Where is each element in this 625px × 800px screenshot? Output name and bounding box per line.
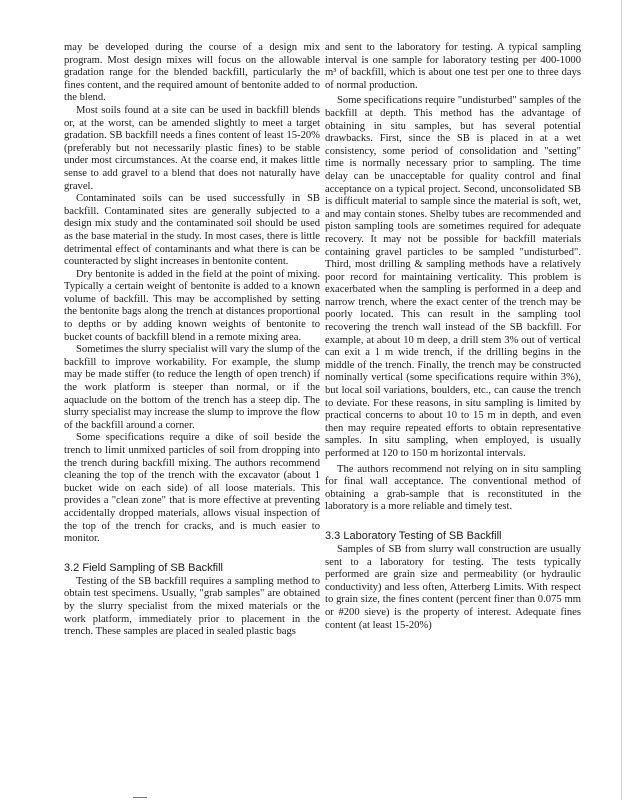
left-paragraph-2: Most soils found at a site can be used in backfill blends or, at the worst, can be amended slightly to meet a target gradation. SB backfill needs a fines content of least 15-20% (preferably but not necessarily plastic fines) to be stable under most circumstances. At the coarse end, it makes little sense to add gravel to a blend that does not naturally have gravel. <box>64 104 320 192</box>
left-paragraph-5: Sometimes the slurry specialist will vary the slump of the backfill to improve workability. For example, the slump may be made stiffer (to reduce the length of open trench) if the work platform is steeper than normal, or if the aquaclude on the bottom of the trench has a steep dip. The slurry specialist may increase the slump to improve the flow of the backfill around a corner. <box>64 344 320 431</box>
left-paragraph-1: may be developed during the course of a design mix program. Most design mixes will focus on the allowable gradation range for the blended backfill, particularly the fines content, and the required amount of bentonite added to the blend. <box>64 42 320 104</box>
scan-page-edge <box>621 0 622 800</box>
scan-crop-mark <box>133 797 147 798</box>
right-paragraph-2: Some specifications require "undisturbed" samples of the backfill at depth. This method has the advantage of obtaining in situ samples, but has several potential drawbacks. First, since the SB is placed in at a wet consistency, some period of consolidation and "setting" time is normally necessary prior to sampling. The time delay can be unacceptable for quality control and final acceptance on a typical project. Second, unconsolidated SB is difficult material to sample since the material is soft, wet, and may contain stones. Shelby tubes are recommended and piston sampling tools are sometimes required for adequate recovery. It may not be possible for backfill materials containing gravel particles to be sampled "undisturbed". Third, most drilling & sampling methods have a relatively poor record for maintaining verticality. This problem is exacerbated when the sampling is performed in a deep and narrow trench, where the exact center of the trench may be poorly located. This can result in the sampling tool recovering the trench wall instead of the SB backfill. For example, at about 10 m deep, a drill stem 3% out of vertical can exit a 1 m wide trench, if the drilling begins in the middle of the trench. Finally, the trench may be constructed nominally vertical (some specifications require within 3%), but local soil variations, boulders, etc., can cause the trench to deviate. For these reasons, in situ sampling is limited by practical concerns to about 10 to 15 m in depth, and even then may require repeated efforts to obtain representative samples. In situ sampling, when employed, is usually performed at 120 to 150 m horizontal intervals. <box>325 95 581 459</box>
left-paragraph-7: Testing of the SB backfill requires a sampling method to obtain test specimens. Usually, "grab samples" are obtained by the slurry specialist from the mixed materials or the work platform, immediately prior to placement in the trench. These samples are placed in sealed plastic bags <box>64 575 320 638</box>
right-column <box>325 42 581 632</box>
right-paragraph-4: Samples of SB from slurry wall construction are usually sent to a laboratory for testing. The tests typically performed are grain size and permeability (or hydraulic conductivity) and less often, Atterberg Limits. With respect to grain size, the fines content (percent finer than 0.075 mm or #200 sieve) is the property of interest. Adequate fines content (at least 15-20%) <box>325 543 581 631</box>
left-paragraph-3: Contaminated soils can be used successfully in SB backfill. Contaminated sites are generally subjected to a design mix study and the contaminated soil should be used as the base material in the study. In most cases, there is little detrimental effect of contaminants and what there is can be counteracted by slight increases in bentonite content. <box>64 193 320 268</box>
section-heading-3-3: 3.3 Laboratory Testing of SB Backfill <box>325 529 502 542</box>
left-paragraph-6: Some specifications require a dike of soil beside the trench to limit unmixed particles of soil from dropping into the trench during backfill mixing. The authors recommend cleaning the top of the trench with the excavator (about 1 bucket wide on each side) of all loose materials. This provides a "clean zone" that is more effective at preventing accidentally dropped materials, allows visual inspection of the top of the trench for cracks, and is much easier to monitor. <box>64 432 320 545</box>
left-paragraph-4: Dry bentonite is added in the field at the point of mixing. Typically a certain weight of bentonite is added to a known volume of backfill. This may be accomplished by setting the bentonite bags along the trench at distances proportional to depths or by adding known weights of bentonite to bucket counts of backfill blend in a remote mixing area. <box>64 268 320 343</box>
left-column <box>64 42 320 639</box>
right-paragraph-3: The authors recommend not relying on in situ sampling for final wall acceptance. The conventional method of obtaining a grab-sample that is reconstituted in the laboratory is a more reliable and timely test. <box>325 463 581 513</box>
right-paragraph-1: and sent to the laboratory for testing. A typical sampling interval is one sample for laboratory testing per 400-1000 m³ of backfill, which is about one test per one to three days of normal production. <box>325 42 581 91</box>
section-heading-3-2: 3.2 Field Sampling of SB Backfill <box>64 561 223 574</box>
